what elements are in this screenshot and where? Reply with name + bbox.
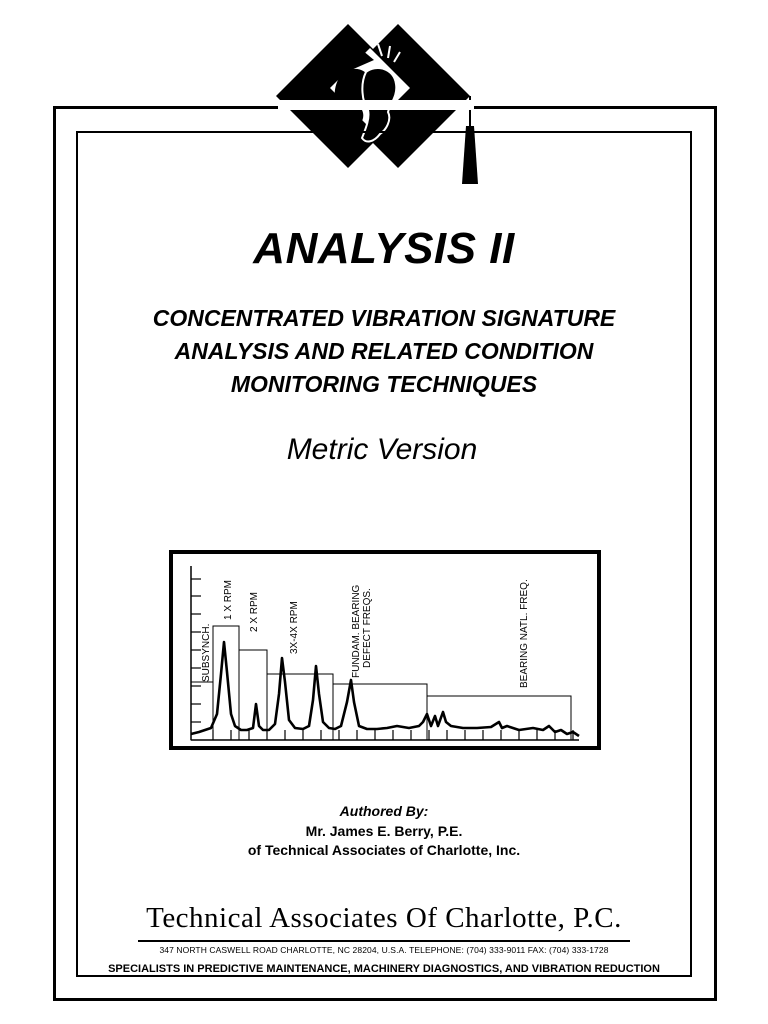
label-bearing-natl-freq: BEARING NATL. FREQ. bbox=[519, 579, 530, 688]
subtitle-line: MONITORING TECHNIQUES bbox=[230, 371, 538, 397]
version-label: Metric Version bbox=[286, 433, 478, 466]
frame-gap bbox=[278, 100, 474, 110]
spectrum-svg bbox=[173, 554, 597, 746]
company-tagline: SPECIALISTS IN PREDICTIVE MAINTENANCE, MACHINERY DIAGNOSTICS, AND VIBRATION REDUCTION bbox=[108, 963, 660, 975]
spectrum-illustration bbox=[169, 550, 601, 750]
company-name: Technical Associates Of Charlotte, P.C. bbox=[146, 902, 622, 934]
label-1x-rpm: 1 X RPM bbox=[223, 579, 234, 620]
author-organization: of Technical Associates of Charlotte, Inc. bbox=[247, 842, 521, 858]
label-subsynch: SUBSYNCH. bbox=[201, 623, 212, 682]
company-address: 347 NORTH CASWELL ROAD CHARLOTTE, NC 28204, U.S.A. TELEPHONE: (704) 333-9011 FAX: (704) 333-1728 bbox=[159, 945, 609, 955]
author-name: Mr. James E. Berry, P.E. bbox=[305, 823, 463, 839]
label-defect-freqs: DEFECT FREQS. bbox=[362, 588, 373, 668]
page-title: ANALYSIS II bbox=[253, 224, 515, 273]
y-ticks bbox=[191, 579, 201, 722]
band-bearing-natl bbox=[427, 696, 571, 740]
label-fundam-bearing: FUNDAM. BEARING bbox=[351, 584, 362, 678]
subtitle bbox=[80, 302, 688, 401]
authored-by-label: Authored By: bbox=[339, 803, 429, 819]
label-3x-4x-rpm: 3X-4X RPM bbox=[289, 601, 300, 654]
label-2x-rpm: 2 X RPM bbox=[249, 591, 260, 632]
band-fundam-bearing bbox=[333, 684, 427, 740]
address-divider bbox=[138, 940, 630, 942]
frequency-bands bbox=[191, 623, 571, 740]
subtitle-line: CONCENTRATED VIBRATION SIGNATURE bbox=[152, 305, 616, 331]
subtitle-line: ANALYSIS AND RELATED CONDITION bbox=[174, 338, 594, 364]
